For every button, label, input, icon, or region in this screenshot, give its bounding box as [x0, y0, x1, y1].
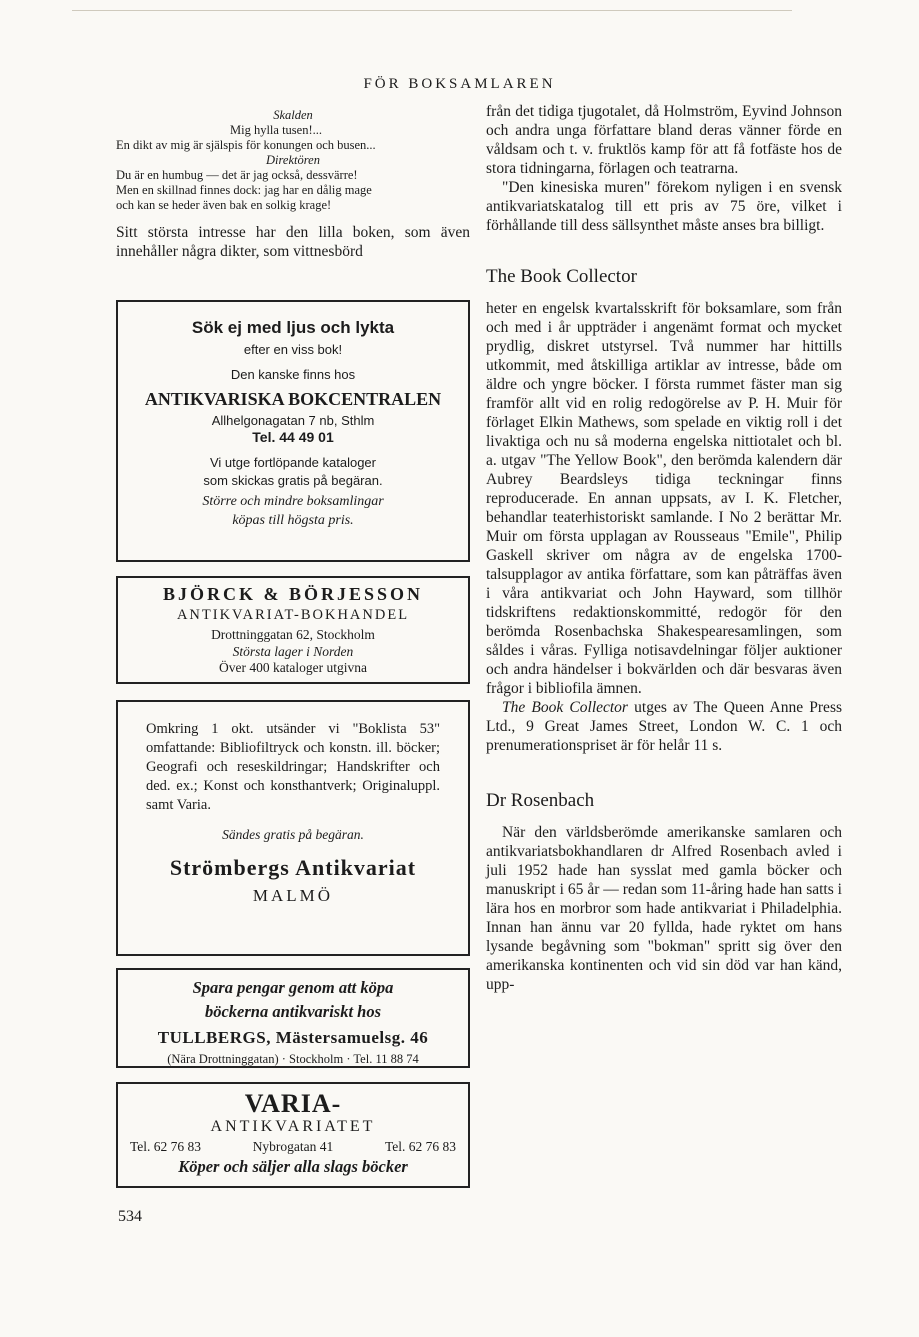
ad-contact-row [118, 1136, 468, 1155]
top-rule [72, 10, 792, 11]
ad-strombergs-antikvariat [116, 700, 470, 956]
ad-company-name: ANTIKVARISKA BOKCENTRALEN [144, 389, 442, 409]
paragraph-text: utges av The Queen Anne Press Ltd., 9 Great James Street, London W. C. 1 och prenumerationspriset är för helår 11 s. [486, 699, 843, 754]
ad-text: Sändes gratis på begäran. [222, 827, 364, 842]
poem-line: och kan se heder även bak en solkig krage! [116, 198, 332, 212]
ad-phone: Tel. 44 49 01 [252, 429, 334, 445]
section-heading: Dr Rosenbach [486, 790, 595, 811]
poem [116, 108, 470, 213]
ad-line: Den kanske finns hos [230, 367, 356, 382]
left-column [116, 108, 470, 261]
poem-speaker: Direktören [266, 153, 320, 167]
right-column [486, 102, 842, 994]
ad-title: VARIA- [244, 1089, 342, 1118]
ad-text: som skickas gratis på begäran. [203, 473, 383, 488]
ad-company-name: BJÖRCK & BÖRJESSON [162, 584, 424, 604]
ad-address: (Nära Drottninggatan) · Stockholm · Tel. 11 88 74 [167, 1052, 419, 1066]
ad-text: Större och mindre boksamlingar [202, 494, 384, 509]
ad-text: köpas till högsta pris. [232, 513, 354, 528]
paragraph: När den världsberömde amerikanske samlaren och antikvariatsbokhandlaren dr Alfred Rosenbach avled i juli 1952 hade han sysslat med gamla böcker och manuskript i 65 år — redan som 11-åring hade han satts i lära hos en morbror som hade antikvariat i Philadelphia. Innan han ännu var 20 fyllda, hade ryktet om hans lysande begåvning som "bokman" spritt sig över den amerikanska kontinenten och vid sin död var han känd, upp- [486, 824, 842, 993]
paragraph [486, 698, 842, 755]
book-collector-text [486, 299, 842, 755]
poem-speaker: Skalden [273, 108, 313, 122]
ad-slogan: böckerna antikvariskt hos [204, 1002, 382, 1021]
ad-slogan: Spara pengar genom att köpa [192, 978, 394, 997]
ad-subtitle: ANTIKVARIAT-BOKHANDEL [176, 607, 410, 623]
ad-phone: Tel. 62 76 83 [130, 1139, 202, 1154]
ad-text: Omkring 1 okt. utsänder vi "Boklista 53" omfattande: Bibliofiltryck och konstn. ill. böcker; Geografi och reseskildringar; Handskrifter och ded. ex.; Konst och konsthantverk; Originaluppl. samt Varia. [146, 721, 440, 813]
section-heading: The Book Collector [486, 266, 637, 287]
ad-slogan: Köper och säljer alla slags böcker [178, 1157, 408, 1176]
ad-text: Största lager i Norden [232, 644, 354, 659]
ad-address: Drottninggatan 62, Stockholm [211, 627, 375, 642]
page-number: 534 [118, 1208, 142, 1225]
right-top-text [486, 102, 842, 235]
ad-city: MALMÖ [252, 886, 334, 905]
ad-address: Allhelgonagatan 7 nb, Sthlm [211, 413, 375, 428]
ad-address: Nybrogatan 41 [252, 1139, 334, 1154]
ad-subtitle: ANTIKVARIATET [210, 1118, 376, 1135]
poem-line: Men en skillnad finnes dock: jag har en dålig mage [116, 183, 372, 197]
ad-company-name: TULLBERGS, Mästersamuelsg. 46 [157, 1028, 429, 1047]
ad-title: Sök ej med ljus och lykta [191, 318, 395, 337]
paragraph: "Den kinesiska muren" förekom nyligen i en svensk antikvariatskatalog till ett pris av 75 öre, vilket i förhållande till dess sällsynthet måste anses bra billigt. [486, 179, 842, 234]
left-paragraph [116, 223, 470, 261]
poem-line: Du är en humbug — det är jag också, dessvärre! [116, 168, 358, 182]
ad-text: Vi utge fortlöpande kataloger [210, 455, 376, 470]
publication-title: The Book Collector [502, 699, 628, 716]
paragraph: heter en engelsk kvartalsskrift för boksamlare, som från och med i år uppträder i angenämt format och mycket prydlig, diskret utstyrsel. Två nummer har hittills utkommit, med åtskilliga artiklar av intresse, både om äldre och yngre böcker. I första rummet fäster man sig framför allt vid en rolig redogörelse av P. H. Muir för förlaget Elkin Mathews, som spelade en viktig roll i det livaktiga och nu så moderna engelska nittiotalet och bl. a. utgav "The Yellow Book", den berömda kalendern där Aubrey Beardsleys tidiga teckningar finns reproducerade. En annan uppsats, av I. K. Fletcher, behandlar teaterhistoriskt samlande. I No 2 berättar Mr. Muir om första upplagan av Rousseaus "Emile", Philip Gaskell skriver om några av de engelska 1700-talsupplagor av antika författare, som kan påträffas även i våra antikvariat och John Hayward, som tillhör tidskriftens redaktionskommitté, redogör för den berömda Rosenbachska Shakespearesamlingen, som såldes i våras. Fylliga notisavdelningar följer auktioner och andra händelser i bokvärlden och där besvaras även frågor i bibliofila ämnen. [486, 300, 842, 697]
poem-line: En dikt av mig är själspis för konungen och busen... [116, 138, 376, 152]
ad-text: Över 400 kataloger utgivna [218, 660, 368, 675]
ad-antikvariska-bokcentralen [116, 300, 470, 562]
rosenbach-text [486, 823, 842, 994]
poem-line: Mig hylla tusen!... [230, 123, 323, 137]
ad-company-name: Strömbergs Antikvariat [169, 855, 417, 880]
paragraph: Sitt största intresse har den lilla boken, som även innehåller några dikter, som vittnesbörd [116, 224, 470, 260]
ad-varia-antikvariatet [116, 1082, 470, 1188]
running-head: FÖR BOKSAMLAREN [363, 76, 556, 92]
ad-bjorck-borjesson [116, 576, 470, 684]
ad-subtitle: efter en viss bok! [243, 342, 343, 357]
ad-phone: Tel. 62 76 83 [384, 1139, 456, 1154]
ad-tullbergs [116, 968, 470, 1068]
paragraph: från det tidiga tjugotalet, då Holmström, Eyvind Johnson och andra unga författare bland deras vänner förde en våldsam och t. v. fruktlös kamp för att få fotfäste hos de stora tidningarna, förlagen och teatrarna. [486, 103, 842, 177]
